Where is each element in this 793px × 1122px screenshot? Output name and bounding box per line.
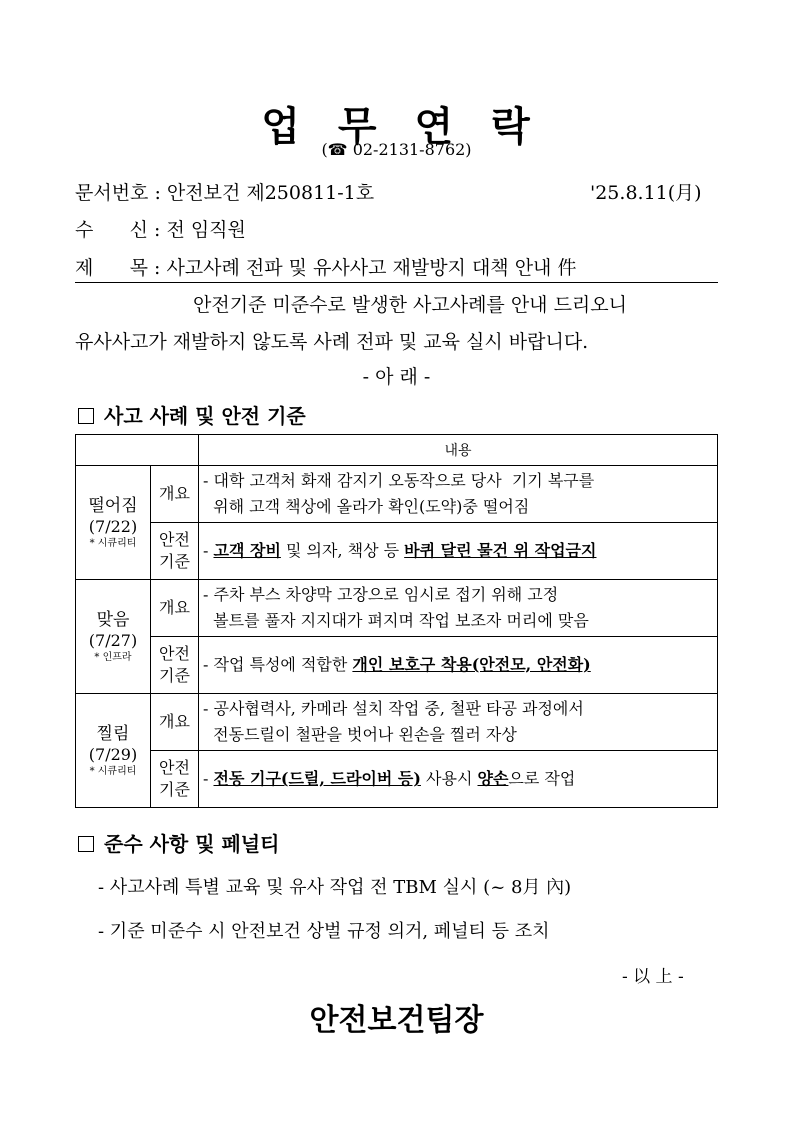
doc-number: 안전보건 제250811-1호: [166, 182, 375, 204]
table-row: [76, 694, 718, 751]
accident-table: [75, 434, 718, 808]
standard-label-line: 안전: [159, 758, 190, 778]
case-dept: * 시큐리티: [89, 766, 137, 778]
subject-label: 제 목 :: [75, 257, 161, 279]
standard-label-line: 기준: [159, 780, 190, 799]
doc-number-label: 문서번호 :: [75, 182, 161, 204]
title-char: 락: [491, 103, 532, 150]
standard-line: [203, 538, 713, 564]
overview-label: 개요: [151, 694, 199, 751]
standard-cell: [199, 751, 718, 808]
section-2-heading: [78, 828, 279, 857]
case-cell: [76, 580, 151, 694]
case-cell: [76, 694, 151, 808]
standard-label: [151, 637, 199, 694]
standard-label-line: 안전: [159, 530, 190, 550]
standard-label-line: 기준: [159, 666, 190, 685]
standard-label-line: 기준: [159, 552, 190, 571]
signature: 안전보건팀장: [309, 1003, 484, 1038]
doc-number-row: [75, 178, 374, 205]
standard-emphasis: 전동 기구(드릴, 드라이버 등): [213, 769, 421, 789]
case-date: (7/27): [88, 630, 138, 650]
subject: 사고사례 전파 및 유사사고 재발방지 대책 안내 件: [166, 257, 577, 279]
table-row: [76, 751, 718, 808]
case-type: 맞음: [96, 609, 130, 630]
closing-mark: - 以 上 -: [622, 967, 684, 987]
overview-line: - 주차 부스 차양막 고장으로 임시로 접기 위해 고정: [203, 585, 559, 605]
standard-label: [151, 751, 199, 808]
case-type: 떨어짐: [88, 495, 138, 516]
standard-text: - 작업 특성에 적합한: [203, 655, 353, 675]
divider: [75, 282, 718, 283]
compliance-item: - 사고사례 특별 교육 및 유사 작업 전 TBM 실시 (~ 8月 內): [98, 877, 572, 898]
section-2-title: 준수 사항 및 페널티: [104, 832, 280, 856]
below-marker: - 아 래 -: [362, 366, 431, 388]
standard-cell: [199, 523, 718, 580]
table-header-content: 내용: [199, 435, 718, 466]
recipient-label: 수 신 :: [75, 219, 161, 241]
intro-line-2: 유사사고가 재발하지 않도록 사례 전파 및 교육 실시 바랍니다.: [75, 331, 589, 353]
standard-text: -: [203, 541, 214, 561]
standard-text: -: [203, 769, 214, 789]
title-char: 연: [414, 103, 456, 150]
overview-line: 볼트를 풀자 지지대가 펴지며 작업 보조자 머리에 맞음: [203, 611, 589, 630]
standard-label: [151, 523, 199, 580]
recipient-row: [75, 215, 246, 242]
standard-text: 으로 작업: [508, 769, 576, 789]
subject-row: [75, 253, 576, 280]
case-dept: * 시큐리티: [89, 538, 137, 550]
title-char: 무: [337, 103, 379, 150]
overview-cell: [199, 580, 718, 637]
section-1-title: 사고 사례 및 안전 기준: [104, 404, 306, 428]
case-type: 찔림: [96, 723, 130, 744]
overview-line: 전동드릴이 철판을 벗어나 왼손을 찔러 자상: [203, 725, 517, 744]
checkbox-square-icon: [78, 408, 94, 424]
standard-emphasis: 양손: [477, 769, 509, 789]
standard-emphasis: 고객 장비: [213, 541, 281, 561]
overview-line: - 대학 고객처 화재 감지기 오동작으로 당사 기기 복구를: [203, 471, 595, 491]
phone-number: (☎ 02-2131-8762): [321, 140, 472, 159]
intro-line-1: 안전기준 미준수로 발생한 사고사례를 안내 드리오니: [193, 294, 627, 316]
standard-label-line: 안전: [159, 644, 190, 664]
table-row: [76, 580, 718, 637]
checkbox-square-icon: [78, 836, 94, 852]
table-row: [76, 523, 718, 580]
case-date: (7/22): [88, 516, 138, 536]
overview-line: 위해 고객 책상에 올라가 확인(도약)중 떨어짐: [203, 497, 530, 516]
standard-line: [203, 652, 713, 678]
table-header-row: [76, 435, 718, 466]
table-row: [76, 637, 718, 694]
doc-date: '25.8.11(月): [590, 182, 702, 204]
case-cell: [76, 466, 151, 580]
standard-text: 사용시: [420, 769, 478, 789]
compliance-item: - 기준 미준수 시 안전보건 상벌 규정 의거, 페널티 등 조치: [98, 921, 550, 942]
standard-cell: [199, 637, 718, 694]
recipient: 전 임직원: [166, 219, 246, 241]
title-char: 업: [261, 103, 302, 150]
standard-line: [203, 766, 713, 792]
overview-label: 개요: [151, 466, 199, 523]
section-1-heading: [78, 400, 306, 429]
overview-line: - 공사협력사, 카메라 설치 작업 중, 철판 타공 과정에서: [203, 699, 584, 719]
overview-cell: [199, 466, 718, 523]
case-dept: * 인프라: [94, 652, 132, 664]
standard-emphasis: 바퀴 달린 물건 위 작업금지: [404, 541, 597, 561]
overview-cell: [199, 694, 718, 751]
table-header-blank: [76, 435, 199, 466]
standard-emphasis: 개인 보호구 착용(안전모, 안전화): [352, 655, 591, 675]
overview-label: 개요: [151, 580, 199, 637]
table-row: [76, 466, 718, 523]
standard-text: 및 의자, 책상 등: [280, 541, 405, 561]
case-date: (7/29): [88, 744, 138, 764]
